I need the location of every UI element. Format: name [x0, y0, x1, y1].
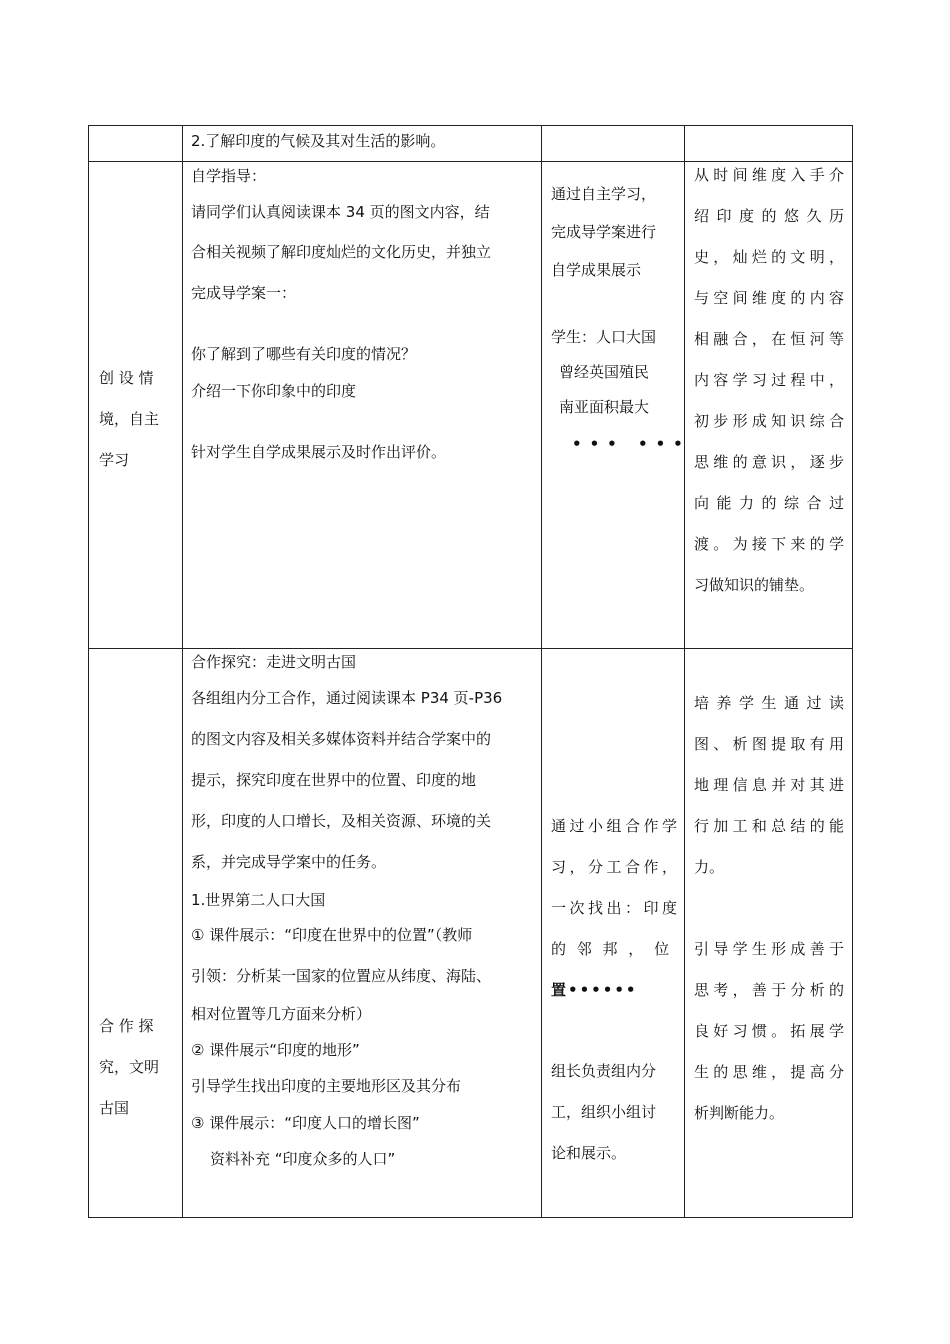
teacher-line: 引导学生找出印度的主要地形区及其分布: [191, 1077, 462, 1095]
design-line: 史，灿烂的文明，: [694, 248, 844, 266]
student-activity-cell: [542, 126, 685, 162]
student-line: 南亚面积最大: [559, 398, 650, 416]
design-line: 培养学生通过读: [694, 694, 844, 712]
design-line: 图、析图提取有用: [694, 735, 844, 753]
teacher-activity-cell: [183, 162, 542, 649]
teacher-line: 合作探究：走进文明古国: [191, 653, 357, 671]
teacher-activity-cell: [183, 649, 542, 1218]
stage-line: 究，文明: [99, 1058, 160, 1076]
student-line: 组长负责组内分: [551, 1062, 657, 1080]
design-intent-cell: [685, 649, 853, 1218]
design-line: 引导学生形成善于: [694, 940, 844, 958]
stage-cell: [89, 162, 183, 649]
student-line: 通过小组合作学: [551, 817, 677, 835]
teacher-line: 形，印度的人口增长，及相关资源、环境的关: [191, 812, 492, 830]
teacher-line: 自学指导：: [191, 167, 267, 185]
design-line: 行加工和总结的能: [694, 817, 844, 835]
teacher-line: 资料补充 “印度众多的人口”: [210, 1150, 396, 1168]
teacher-line: 完成导学案一：: [191, 284, 297, 302]
design-line: 相融合，在恒河等: [694, 330, 844, 348]
student-line: 习，分工合作，: [551, 858, 677, 876]
student-line: 的 邻 邦 ， 位: [551, 940, 673, 958]
design-line: 初步形成知识综合: [694, 412, 844, 430]
stage-line: 学习: [99, 451, 130, 469]
teacher-line: 请同学们认真阅读课本 34 页的图文内容，结: [191, 203, 490, 221]
teacher-line: 2.了解印度的气候及其对生活的影响。: [191, 132, 446, 150]
design-line: 良好习惯。拓展学: [694, 1022, 844, 1040]
design-line: 地理信息并对其进: [694, 776, 844, 794]
teacher-line: 针对学生自学成果展示及时作出评价。: [191, 443, 447, 461]
stage-line: 创 设 情: [99, 369, 154, 387]
teacher-line: ② 课件展示“印度的地形”: [191, 1041, 360, 1059]
teacher-line: 提示，探究印度在世界中的位置、印度的地: [191, 771, 477, 789]
table-row: [89, 162, 853, 649]
design-line: 生的思维，提高分: [694, 1063, 844, 1081]
design-intent-cell: [685, 126, 853, 162]
stage-cell: [89, 126, 183, 162]
teacher-line: 各组组内分工合作，通过阅读课本 P34 页-P36: [191, 689, 503, 707]
design-line: 从时间维度入手介: [694, 166, 844, 184]
stage-line: 境，自主: [99, 410, 160, 428]
design-line: 绍印度的悠久历: [694, 207, 844, 225]
student-activity-cell: [542, 649, 685, 1218]
teacher-line: 引领：分析某一国家的位置应从纬度、海陆、: [191, 967, 492, 985]
student-line: 学生：人口大国: [551, 328, 657, 346]
teacher-line: 介绍一下你印象中的印度: [191, 382, 357, 400]
student-line: 完成导学案进行: [551, 223, 657, 241]
teacher-activity-cell: [183, 126, 542, 162]
student-line: 工，组织小组讨: [551, 1103, 657, 1121]
teacher-line: ① 课件展示：“印度在世界中的位置”（教师: [191, 926, 473, 944]
design-line: 思考，善于分析的: [694, 981, 844, 999]
stage-line: 合 作 探: [99, 1017, 154, 1035]
design-line: 渡。为接下来的学: [694, 535, 844, 553]
teacher-line: 你了解到了哪些有关印度的情况？: [191, 345, 417, 363]
design-line: 向能力的综合过: [694, 494, 844, 512]
design-line: 习做知识的铺垫。: [694, 576, 815, 594]
table-row: [89, 649, 853, 1218]
student-line: 一次找出：印度: [551, 899, 677, 917]
design-line: 内容学习过程中，: [694, 371, 844, 389]
student-line: 通过自主学习，: [551, 185, 657, 203]
stage-line: 古国: [99, 1099, 130, 1117]
student-line: 自学成果展示: [551, 261, 642, 279]
stage-cell: [89, 649, 183, 1218]
student-line: 曾经英国殖民: [559, 363, 650, 381]
teacher-line: 系，并完成导学案中的任务。: [191, 853, 387, 871]
teacher-line: 相对位置等几方面来分析）: [191, 1005, 372, 1023]
design-intent-cell: [685, 162, 853, 649]
lesson-plan-table: [88, 125, 853, 1218]
student-line: ••• •••: [572, 435, 691, 453]
teacher-line: 的图文内容及相关多媒体资料并结合学案中的: [191, 730, 492, 748]
teacher-line: 1.世界第二人口大国: [191, 891, 326, 909]
teacher-line: ③ 课件展示：“印度人口的增长图”: [191, 1114, 420, 1132]
design-line: 与空间维度的内容: [694, 289, 844, 307]
student-line: 论和展示。: [551, 1144, 627, 1162]
student-activity-cell: [542, 162, 691, 649]
student-line: 置••••••: [551, 981, 638, 999]
design-line: 析判断能力。: [694, 1104, 785, 1122]
table-row: [89, 126, 853, 162]
design-line: 思维的意识，逐步: [694, 453, 844, 471]
teacher-line: 合相关视频了解印度灿烂的文化历史，并独立: [191, 243, 492, 261]
design-line: 力。: [694, 858, 725, 876]
